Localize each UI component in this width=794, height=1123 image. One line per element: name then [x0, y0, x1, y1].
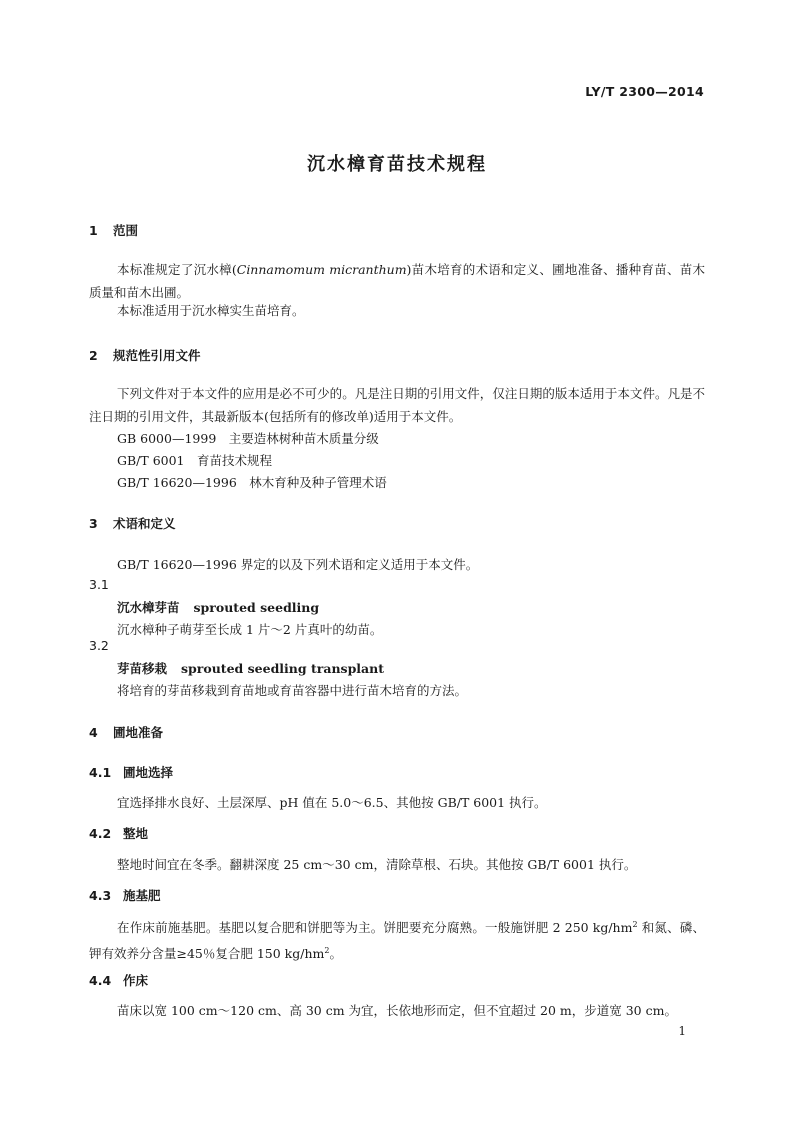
- section-2-paragraph-1: 下列文件对于本文件的应用是必不可少的。凡是注日期的引用文件，仅注日期的版本适用于本文件。凡是不注日期的引用文件，其最新版本(包括所有的修改单)适用于本文件。: [89, 386, 705, 424]
- section-4-1-text: 宜选择排水良好、土层深厚、pH 值在 5.0～6.5、其他按 GB/T 6001 执行。: [117, 795, 547, 810]
- page-number: 1: [678, 1024, 686, 1038]
- section-4-2-text: 整地时间宜在冬季。翻耕深度 25 cm～30 cm，清除草根、石块。其他按 GB/T 6001 执行。: [117, 857, 637, 872]
- term-3-1-definition: 沉水樟种子萌芽至长成 1 片～2 片真叶的幼苗。: [117, 622, 383, 637]
- section-4-1-heading: 4.1 圃地选择: [89, 765, 174, 780]
- term-3-2-number: 3.2: [89, 638, 109, 653]
- reference-item: GB 6000—1999 主要造林树种苗木质量分级: [117, 431, 379, 446]
- term-3-1: 沉水樟芽苗 sprouted seedling: [117, 600, 320, 615]
- section-1-paragraph-2: 本标准适用于沉水樟实生苗培育。: [117, 303, 305, 318]
- term-3-2: 芽苗移栽 sprouted seedling transplant: [117, 661, 385, 676]
- section-4-2-heading: 4.2 整地: [89, 826, 149, 841]
- section-4-3-heading: 4.3 施基肥: [89, 888, 161, 903]
- section-4-4-heading: 4.4 作床: [89, 973, 149, 988]
- section-3-heading: 3 术语和定义: [89, 516, 176, 531]
- section-1-paragraph-1: 本标准规定了沉水樟(Cinnamomum micranthum)苗木培育的术语和定义、圃地准备、播种育苗、苗木质量和苗木出圃。: [89, 262, 705, 300]
- section-4-heading: 4 圃地准备: [89, 725, 164, 740]
- reference-item: GB/T 16620—1996 林木育种及种子管理术语: [117, 475, 387, 490]
- document-title: 沉水樟育苗技术规程: [307, 154, 487, 175]
- term-3-1-number: 3.1: [89, 577, 109, 592]
- standard-code: LY/T 2300—2014: [585, 84, 704, 99]
- section-3-paragraph-1: GB/T 16620—1996 界定的以及下列术语和定义适用于本文件。: [117, 557, 479, 572]
- section-2-heading: 2 规范性引用文件: [89, 348, 201, 363]
- section-4-3-text: 在作床前施基肥。基肥以复合肥和饼肥等为主。饼肥要充分腐熟。一般施饼肥 2 250 $kg/hm^2$ 和氮、磷、钾有效养分含量≥45％复合肥 150 $kg/hm^2$。: [89, 920, 705, 962]
- section-1-heading: 1 范围: [89, 223, 139, 238]
- section-4-4-text: 苗床以宽 100 cm～120 cm、高 30 cm 为宜，长依地形而定，但不宜超过 20 m，步道宽 30 cm。: [117, 1003, 677, 1018]
- reference-item: GB/T 6001 育苗技术规程: [117, 453, 273, 468]
- term-3-2-definition: 将培育的芽苗移栽到育苗地或育苗容器中进行苗木培育的方法。: [117, 683, 468, 698]
